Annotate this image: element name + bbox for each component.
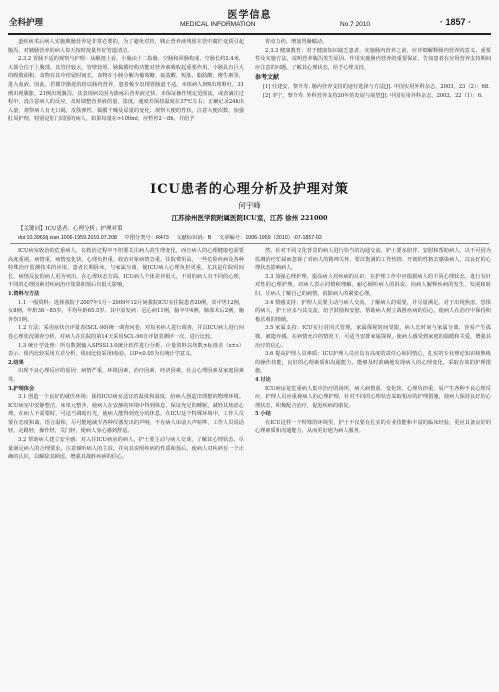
paragraph: 道疾病术后病人实施胰肠营养是非常必要的，为了避免对管，胰止营养液残留在管中腐烂变质引起腹泻，对胰肠营养的病人每天按时按量作好管道清洁。 (8, 39, 244, 54)
paragraph: 3.2 帮助病人建立安全感：对入住ICU病房的病人，护士要主动与病人交谈，了解其心理状态，尽量满足病人的合理要求，注意倾听病人的主诉，并向其说明疾病的性质和预后，使病人对疾病有一个正确的认识，以解除其顾虑，增强其战胜疾病的信心。 (8, 437, 244, 461)
page-number: · 1857 · (440, 17, 472, 27)
article-affiliation: 江苏徐州医学院附属医院ICU室，江苏 徐州 221000 (171, 214, 328, 222)
paragraph: 2.3.3 健康教育：对于健康知识缺乏患者，实施肠内营养之前，应详细解释肠内营养的意义、重要性及实施方法，说明营养腹泻发生原因、作用实施肠内营养的重要保证。告知患者在应用营养支持期间应注意的问题，了解其心理状态，给予心理支持。 (255, 47, 491, 71)
reference-item: [1] 任建安，黎介寿. 肠内营养支持的途径选择与方法[J]. 中国实用外科杂志，2003，23（2）：68. (263, 83, 490, 90)
paragraph: 在ICU这样一个特殊的环境里，护士不仅要有扎实的专业技能和丰富的临床经验，更应具备良好的心理素质和沟通能力，从而更好地为病人服务。 (255, 419, 491, 435)
top-right-column (255, 38, 491, 176)
keywords: 【关键词】ICU患者；心理分析；护理对策 (18, 226, 123, 232)
reference-item: [2] 李宁，黎介寿. 外科营养支持20年的发展与展望[J]. 中国实用外科杂志，2002，22（1）：6. (263, 92, 483, 99)
paragraph: 1.1 一般资料：选择我院于2007年1月～2009年12月间我院ICU室住院患者20例，其中男12例，女8例，年龄38～85岁，平均年龄65.5岁。其中原发病：冠心病11例，脑卒中4例，肺部术后2例，胸外伤1例。 (8, 299, 244, 323)
journal-english-title: MEDICAL INFORMATION (180, 21, 256, 28)
top-left-column (8, 38, 244, 176)
section-heading: 5 小结 (255, 411, 271, 418)
paragraph: ICU病室收治的危重病人，在救治过程中不但要关注病人的生理变化，而且病人的心理健康也需要高度重视。病情重，病情变化快，心理负担重。收治对象病情急重，住院费用高，一些危险疾病及各种特殊治疗监测技术的应用，患者长期卧床，与家属分离，使ICU病人心理负担更重，尤其是住院时间长、病情反复的病人更为突出。在心理状态方面，ICU病人个体差异很大，不同的病人有不同的心理，不同的心理因素对疾病治疗效果和预后有很大影响。 (8, 248, 244, 289)
paragraph: 2.3.2 胃肠不适的观察与护理：从解剖上看，小肠由十二指肠、空肠和回肠构成，空肠长约2.4米，大部分位于上腹部。其管径较大，管壁较厚，肠黏膜结构功能对营养素吸收起重要作用。小肠具有巨大的吸收面积，食物在其中停留时间长，食物在小肠分解为葡萄糖、氨基酸、短肽、脂肪酸、维生素等，进入血液。因此，若循序渐进的给以肠内营养，患者极少出现胃肠道不适。本组病人9例出现呕吐，31例出现腹胀，21例出现腹泻。其表现病员因为溃疡后营养液过快、未保证操作规定范围流，或者滴注过程中，没注意病人的反应，及时调整营养液的量、浓度，速度并保持温度在37℃左右；正确记录24h出入量，观察病人有无口渴，皮肤弹性、黏膜干燥及尿量的变化；观察大便的性状，注意大便次数，加强肛周护理，特别是肛门周围的病人，如果每量在>100ml，应暂停2～8h，并给予 (8, 56, 244, 123)
section-heading: 3.护理体会 (8, 385, 35, 392)
paragraph: 3.4 情感支持：护理人员要主动与病人交流，了解病人的需要，并尽量满足。对于出现焦虑、恐惧的病人，护士应多与其交流，给予鼓励和安慰，帮助病人树立战胜疾病的信心，使病人在治疗中保持积极乐观的情绪。 (255, 299, 491, 323)
paragraph: 3.5 家属支持：ICU实行封闭式管理，家属探视时间受限，病人长时间与家属分离，容易产生孤独、被遗弃感。在病情允许的情况下，可适当安排家属探视，使病人感受到家庭的温暖和关爱，增强其治疗的信心。 (255, 325, 491, 349)
article-number: 文章编号：1006-1959（2010）-07-1857-02 (218, 235, 322, 241)
paragraph: 出现不良心理反应的原因：病情严重，环境因素，治疗因素，经济因素，社会心理因素及家庭因素等。 (8, 368, 244, 383)
journal-title: 医学信息 (227, 10, 272, 21)
paragraph: ICU病房是危重病人集中治疗的场所，病人病情重、变化快，心理负担重，易产生各种不良心理反应。护理人员应重视病人的心理护理，针对不同的心理状态采取相应的护理措施，使病人保持良好的心理状态，积极配合治疗，促进疾病的康复。 (255, 385, 491, 409)
section-heading: 2.结果 (8, 359, 24, 366)
article-title: ICU患者的心理分析及护理对策 (150, 182, 349, 197)
clc-number: 中图分类号：R473 (124, 235, 169, 241)
article-author: 何宇峰 (238, 201, 261, 210)
doi: doi:10.3969/j.issn.1006-1959.2010.07.208 (18, 235, 117, 241)
bottom-right-column (255, 247, 491, 687)
paragraph: 1.3 统计学处理：所有数据输入SPSS13.0统计软件进行分析，计量资料以均数±标准差（x±s）表示，组内比较采用方差分析，组间比较采用t检验，以P<0.05为有统计学意义。 (8, 342, 244, 358)
section-divider (10, 243, 489, 244)
paragraph: 胃动力药，增加胃肠蠕动。 (265, 39, 328, 45)
references-heading: 参考文献 (255, 74, 280, 82)
paragraph: 1.2 方法：采用症状自评量表(SCL-90)统一调查问卷，对每名病人进行调查，并以ICU病人进行问卷心理状况调查分析，对病人在住院的第14天采用SCL-90自评量表测评一次，进行比较。 (8, 325, 244, 340)
section-heading: 1.资料与方法 (8, 290, 40, 297)
header-rule (8, 33, 491, 35)
paragraph: 3.1 创造一个良好的就医环境：保持ICU病室适宜的温度和湿度，给病人创造出理想的物理环境。ICU病室中安静整洁，床单元整齐，使病人在安静的环境中得到休息，保证充足的睡眠，减轻其焦虑心理，在病人不需要时，可适当调暗灯光，使病人能得到充分的休息。在ICU这个特殊环境中，工作人员要在态度和蔼、语言温和，尽可能地减少各种仪器发出的声响，不在病人床前大声喧哗，工作人员说话轻，走路轻，操作轻，关门轻，使病人身心感到舒适。 (8, 394, 244, 435)
issue-number: No.7 2010 (340, 21, 370, 28)
paragraph: 然，针对不同文化背景的病人进行恰当的沟通交流。护士要多陪伴、安慰和帮助病人，以不可因为监测治疗忙碌而忽视了对病人的精神关怀。要以饱满的工作热情、开朗的性格去感染病人，以良好的心理状态影响病人。 (255, 248, 491, 272)
document-code: 文献标识码：B (176, 235, 212, 241)
article-metadata (18, 233, 488, 241)
paragraph: 3.6 提高护理人员素质：ICU护理人员应具有高度的责任心和同情心，扎实的专业理论知识和熟练的操作技能，良好的心理素质和沟通能力，能够及时准确地发现病人的心理变化，采取有效的护理措施。 (255, 351, 491, 375)
bottom-left-column (8, 247, 244, 687)
section-label: 全科护理 (9, 18, 44, 28)
section-heading: 4 讨论 (255, 376, 271, 383)
paragraph: 3.3 加强心理护理，提高病人对疾病的认识：在护理工作中应根据病人的不同心理状态，进行有针对性的心理护理。对病人表示同情和理解，耐心倾听病人的诉说，向病人解释疾病的发生、发展和转归，让病人了解自己的病情，消除病人的紧张心理。 (255, 273, 491, 297)
